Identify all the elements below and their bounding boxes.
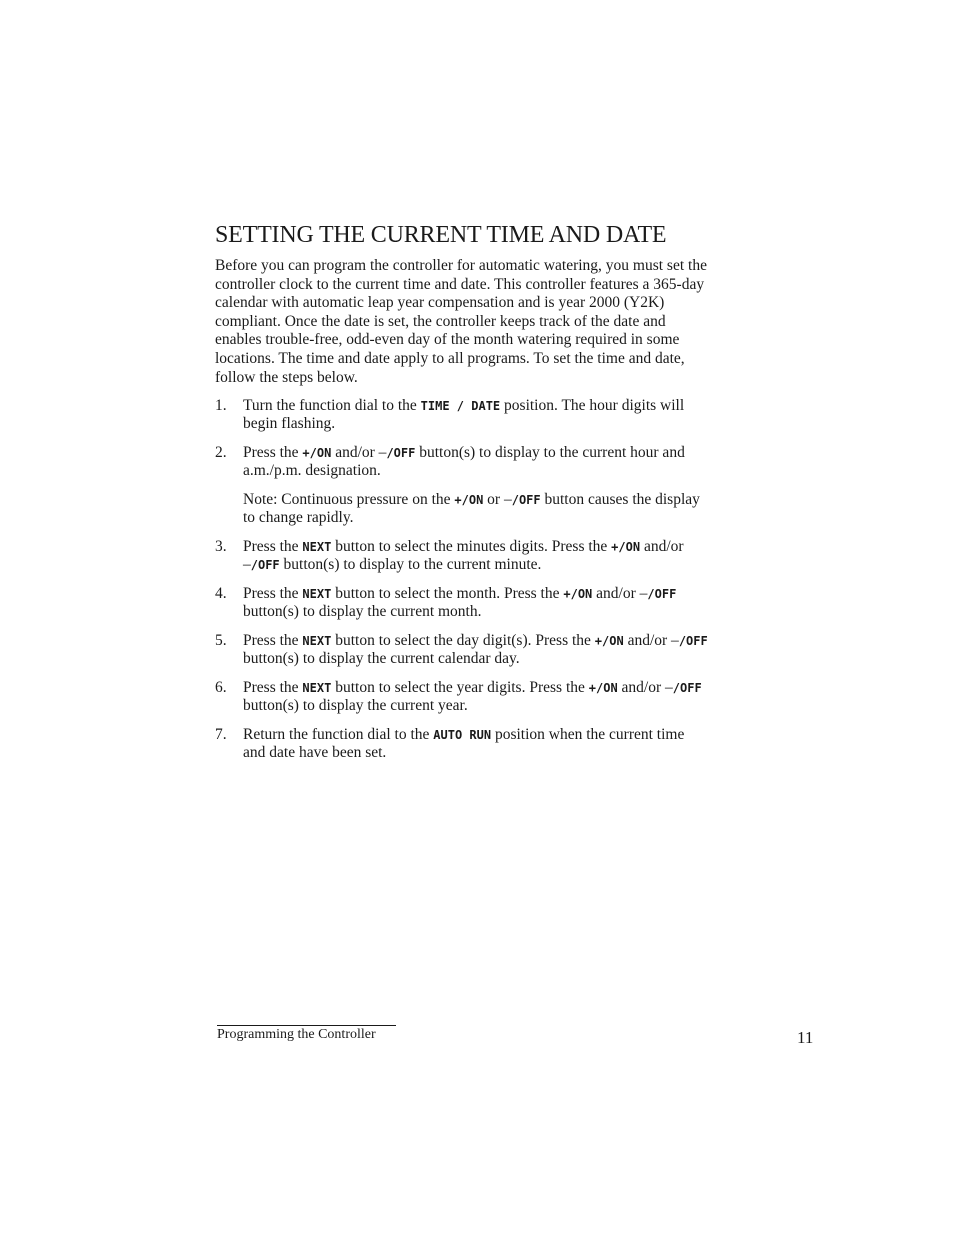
step-item <box>215 397 710 434</box>
step-text-segment: Press the <box>243 537 303 555</box>
off-button-label: /OFF <box>672 680 702 695</box>
note-text-segment: button causes the display to change rapidly. <box>243 490 700 527</box>
page-number: 11 <box>797 1028 814 1047</box>
step-text <box>243 444 685 479</box>
intro-paragraph: Before you can program the controller for automatic watering, you must set the controller clock to the current time and date. This controller features a 365-day calendar with automatic leap year compensation and is year 2000 (Y2K) compliant. Once the date is set, the controller keeps track of the date and enables trouble-free, odd-even day of the month watering required in some locations. The time and date apply to all programs. To set the time and date, follow the steps below. <box>215 257 707 386</box>
page-title: SETTING THE CURRENT TIME AND DATE <box>215 222 667 248</box>
step-text-segment: position when the current time and date have been set. <box>243 725 685 762</box>
step-text-segment: button(s) to display the current month. <box>243 603 482 621</box>
step-text <box>243 397 684 432</box>
step-text-segment: button(s) to display to the current minute. <box>279 556 542 574</box>
step-text-segment: and/or – <box>623 631 679 649</box>
step-text-segment: and/or – <box>617 678 673 696</box>
on-button-label: +/ON <box>611 539 641 554</box>
off-button-label: /OFF <box>386 445 416 460</box>
on-button-label: +/ON <box>302 445 332 460</box>
off-button-label: /OFF <box>511 492 541 507</box>
next-button-label: NEXT <box>302 680 332 695</box>
on-button-label: +/ON <box>563 586 593 601</box>
step-text-segment: button(s) to display the current calendar day. <box>243 650 520 668</box>
step-text-segment: button to select the month. Press the <box>331 584 564 602</box>
next-button-label: NEXT <box>302 586 332 601</box>
step-note <box>243 491 710 528</box>
step-text <box>243 585 676 620</box>
step-text <box>243 538 684 573</box>
step-text-segment: and/or – <box>592 584 648 602</box>
step-text-segment: Press the <box>243 678 303 696</box>
step-text-segment: button to select the year digits. Press the <box>331 678 589 696</box>
step-number: 1. <box>215 397 227 414</box>
step-number: 4. <box>215 584 227 602</box>
off-button-label: /OFF <box>678 633 708 648</box>
footer-divider <box>217 1025 396 1026</box>
step-item <box>215 632 710 669</box>
step-text <box>243 679 702 714</box>
step-text-segment: Press the <box>243 443 303 461</box>
step-number: 6. <box>215 678 227 696</box>
step-item <box>215 444 710 528</box>
on-button-label: +/ON <box>594 633 624 648</box>
footer-section-title: Programming the Controller <box>217 1027 376 1042</box>
next-button-label: NEXT <box>302 633 332 648</box>
step-text <box>243 632 708 667</box>
step-text-segment: button(s) to display to the current hour and a.m./p.m. designation. <box>243 443 685 480</box>
next-button-label: NEXT <box>302 539 332 554</box>
step-number: 2. <box>215 443 227 461</box>
step-text-segment: position. The hour digits will begin flashing. <box>243 397 685 433</box>
step-number: 5. <box>215 631 227 649</box>
note-text-segment: or – <box>483 490 512 508</box>
step-text-segment: Press the <box>243 631 303 649</box>
step-text-segment: button(s) to display the current year. <box>243 697 468 715</box>
step-number: 7. <box>215 725 227 743</box>
note-text-segment: Note: Continuous pressure on the <box>243 490 455 508</box>
step-text-segment: Return the function dial to the <box>243 725 434 743</box>
on-button-label: +/ON <box>588 680 618 695</box>
steps-list <box>215 397 710 773</box>
step-text-segment: button to select the minutes digits. Press the <box>331 537 612 555</box>
step-text-segment: and/or – <box>243 537 684 574</box>
step-item <box>215 679 710 716</box>
dial-position-label: AUTO RUN <box>433 727 492 742</box>
step-text-segment: Turn the function dial to the <box>243 397 421 414</box>
step-item <box>215 538 710 575</box>
step-text-segment: and/or – <box>331 443 387 461</box>
step-item <box>215 726 710 763</box>
step-text-segment: button to select the day digit(s). Press the <box>331 631 595 649</box>
step-text <box>243 726 684 761</box>
off-button-label: /OFF <box>647 586 677 601</box>
step-number: 3. <box>215 537 227 555</box>
step-text-segment: Press the <box>243 584 303 602</box>
dial-position-label: TIME / DATE <box>420 399 501 413</box>
off-button-label: /OFF <box>250 558 280 573</box>
step-item <box>215 585 710 622</box>
on-button-label: +/ON <box>454 492 484 507</box>
